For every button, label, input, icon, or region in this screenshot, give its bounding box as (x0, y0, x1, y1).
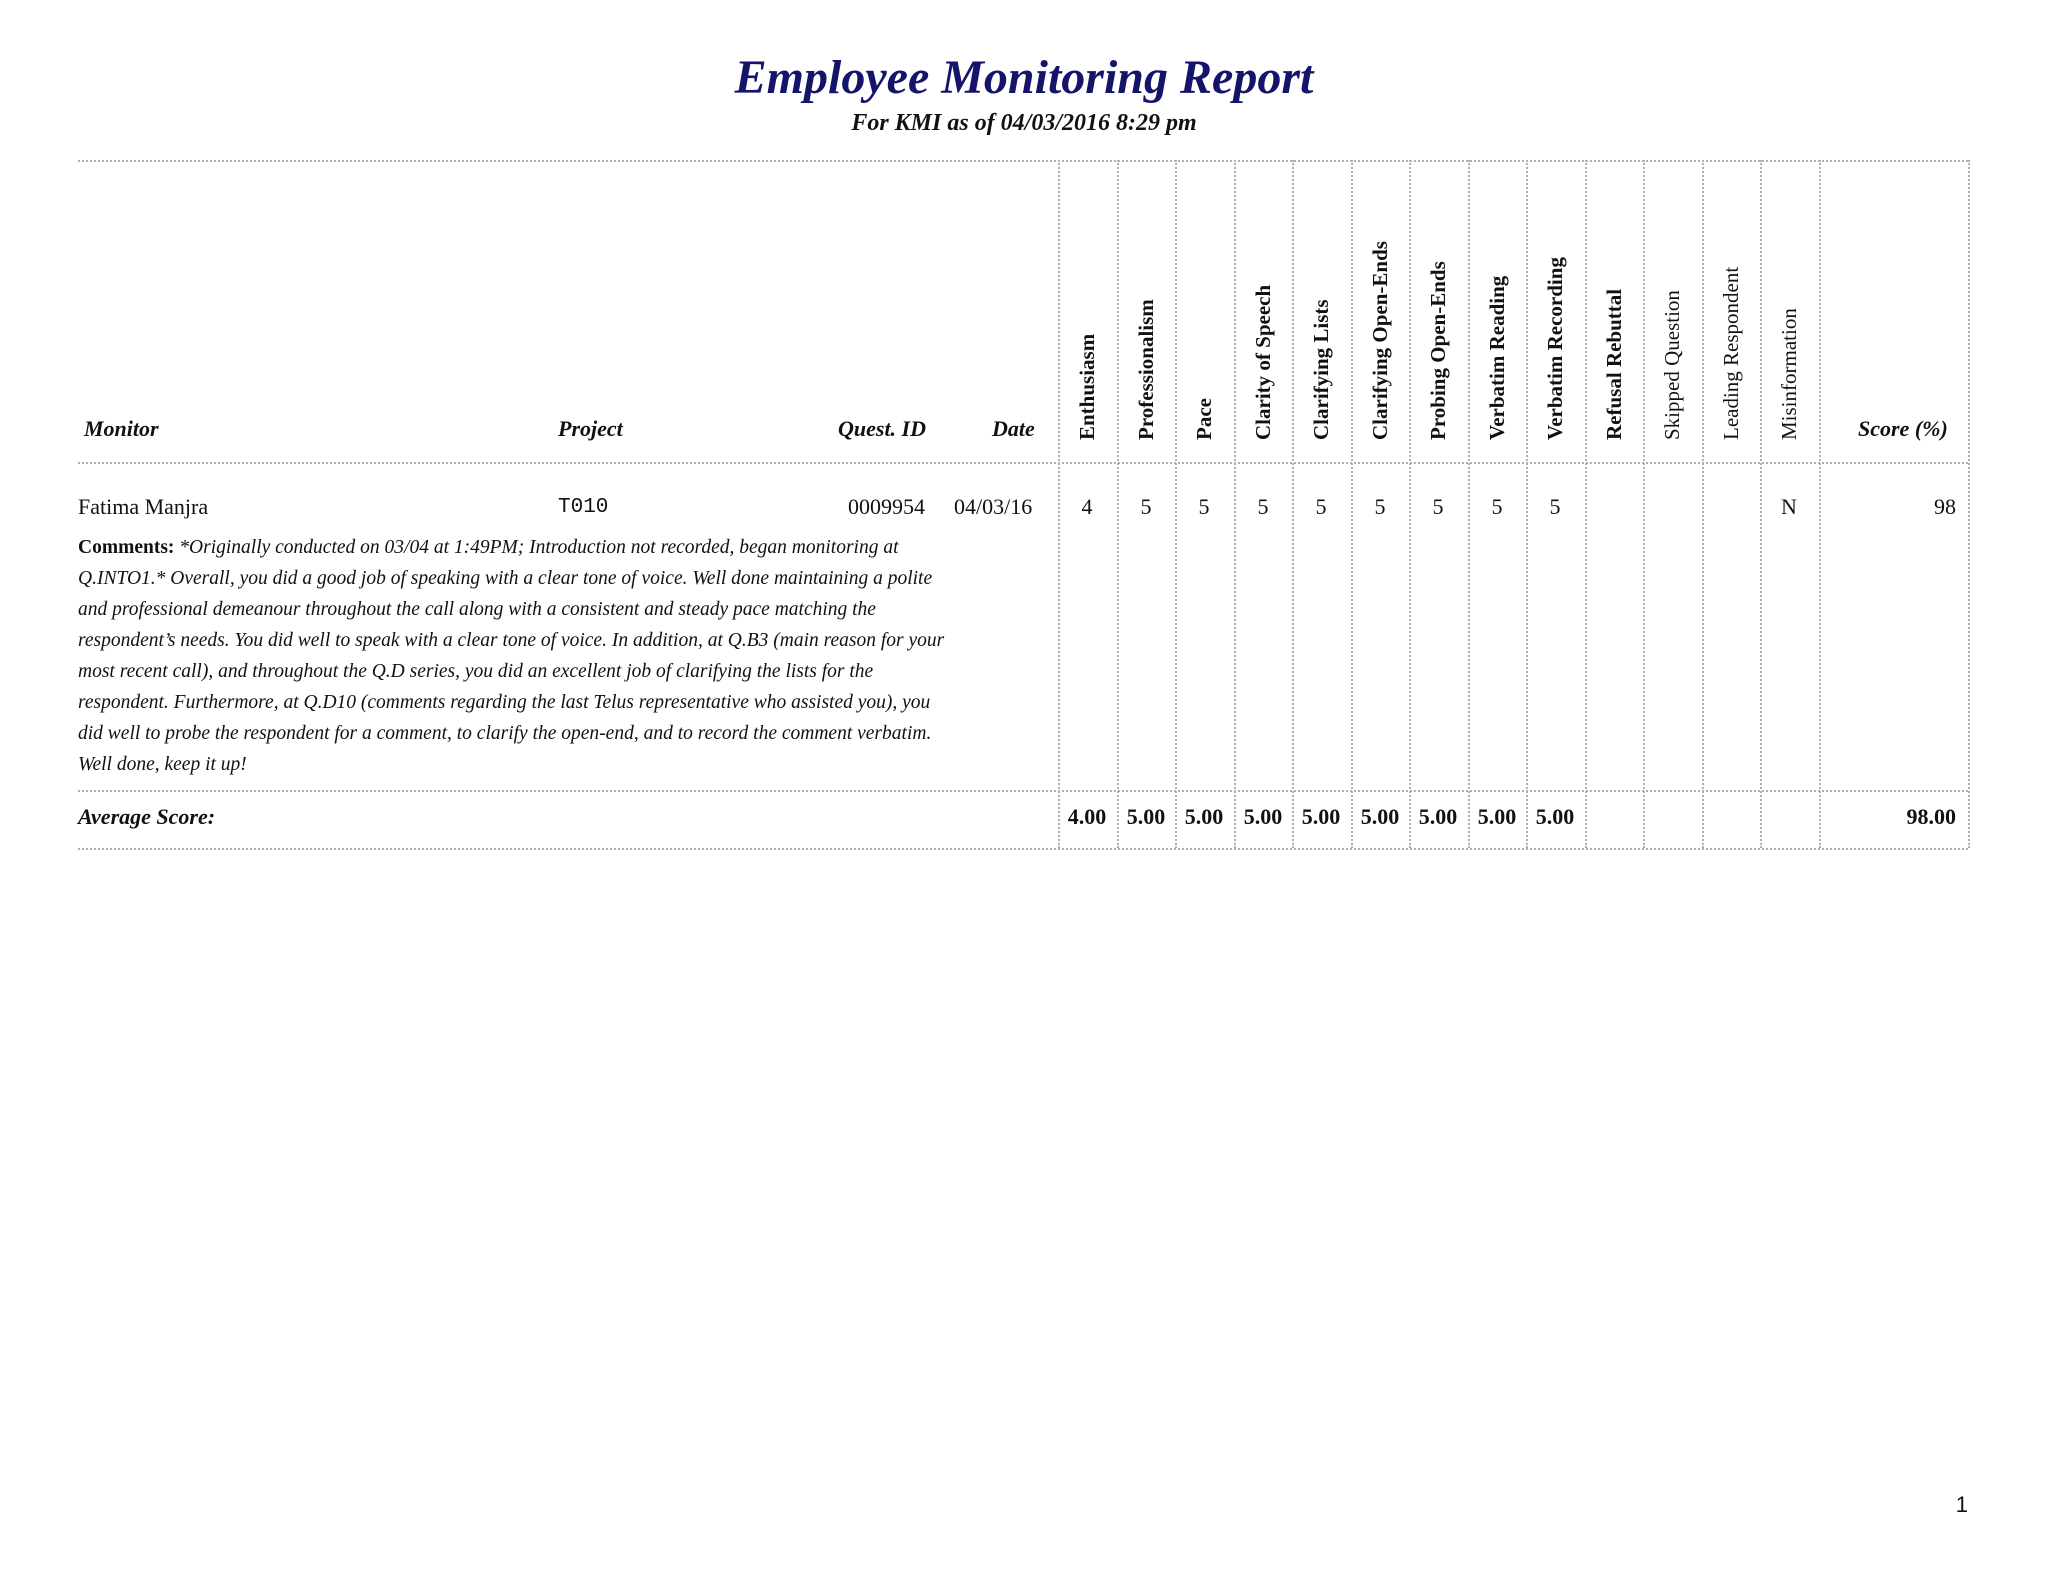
project-code: T010 (558, 496, 609, 519)
criteria-score: N (1781, 494, 1797, 519)
average-criteria-score: 5.00 (1477, 804, 1517, 829)
criteria-score: 5 (1374, 494, 1386, 519)
record-bottom-rule (78, 790, 1968, 792)
column-separator (1819, 160, 1821, 848)
criteria-score: 5 (1315, 494, 1327, 519)
criteria-header-label: Professionalism (1133, 299, 1158, 440)
criteria-score: 4 (1081, 494, 1093, 519)
score-header: Score (%) (1858, 416, 1948, 441)
report-subtitle: For KMI as of 04/03/2016 8:29 pm (851, 110, 1197, 136)
date-header: Date (992, 416, 1035, 441)
record-date: 04/03/16 (954, 494, 1033, 519)
criteria-header-label: Pace (1192, 398, 1217, 440)
criteria-score: 5 (1140, 494, 1152, 519)
criteria-score: 5 (1432, 494, 1444, 519)
header-bottom-rule (78, 462, 1968, 464)
average-criteria-score: 5.00 (1243, 804, 1283, 829)
column-separator (1585, 160, 1587, 848)
criteria-score: 5 (1549, 494, 1561, 519)
criteria-header-label: Enthusiasm (1075, 333, 1100, 440)
average-criteria-score: 4.00 (1067, 804, 1107, 829)
average-label: Average Score: (78, 804, 216, 829)
criteria-header-label: Verbatim Reading (1484, 275, 1509, 440)
average-criteria-score: 5.00 (1360, 804, 1400, 829)
report-title: Employee Monitoring Report (734, 51, 1314, 104)
comments-text: *Originally conducted on 03/04 at 1:49PM; Introduction not recorded, began monitoring at Q.INTO1.* Overall, you did a good job of speaking with a clear tone of voice. Well done maintaining a polite and professional demeanour throughout the call along with a consistent and steady pace matching the respondent’s needs. You did well to speak with a clear tone of voice. In addition, at Q.B3 (main reason for your most recent call), and throughout the Q.D series, you did an excellent job of clarifying the lists for the respondent. Furthermore, at Q.D10 (comments regarding the last Telus representative who assisted you), you did well to probe the respondent for a comment, to clarify the open-end, and to record the comment verbatim. Well done, keep it up! (78, 537, 945, 775)
criteria-header-label: Clarity of Speech (1250, 284, 1275, 440)
criteria-header-label: Skipped Question (1660, 290, 1685, 440)
criteria-header-label: Refusal Rebuttal (1601, 288, 1626, 440)
monitor-header: Monitor (84, 416, 159, 441)
average-criteria-score: 5.00 (1535, 804, 1575, 829)
criteria-header-label: Clarifying Open-Ends (1367, 241, 1392, 440)
project-header: Project (558, 416, 623, 441)
average-criteria-score: 5.00 (1301, 804, 1341, 829)
quest-id-header: Quest. ID (838, 416, 927, 441)
monitor-name: Fatima Manjra (78, 494, 209, 519)
average-criteria-score: 5.00 (1184, 804, 1224, 829)
criteria-header-label: Probing Open-Ends (1426, 261, 1451, 440)
column-separator (1643, 160, 1645, 848)
average-bottom-rule (78, 848, 1968, 850)
comments-label: Comments: (78, 537, 175, 558)
criteria-score: 5 (1257, 494, 1269, 519)
quest-id: 0009954 (848, 494, 925, 519)
column-separator (1702, 160, 1704, 848)
record-score: 98 (1934, 494, 1956, 519)
criteria-score: 5 (1491, 494, 1503, 519)
page-number: 1 (1955, 1492, 1968, 1517)
criteria-score: 5 (1198, 494, 1210, 519)
criteria-header-label: Clarifying Lists (1309, 299, 1334, 440)
criteria-header-label: Misinformation (1777, 308, 1802, 440)
column-separator (1968, 160, 1970, 848)
criteria-header-label: Verbatim Recording (1543, 257, 1568, 440)
average-criteria-score: 5.00 (1418, 804, 1458, 829)
header-top-rule (78, 160, 1968, 162)
criteria-header-label: Leading Respondent (1718, 266, 1743, 440)
comments-block (78, 532, 948, 780)
average-score: 98.00 (1906, 804, 1956, 829)
average-criteria-score: 5.00 (1126, 804, 1166, 829)
